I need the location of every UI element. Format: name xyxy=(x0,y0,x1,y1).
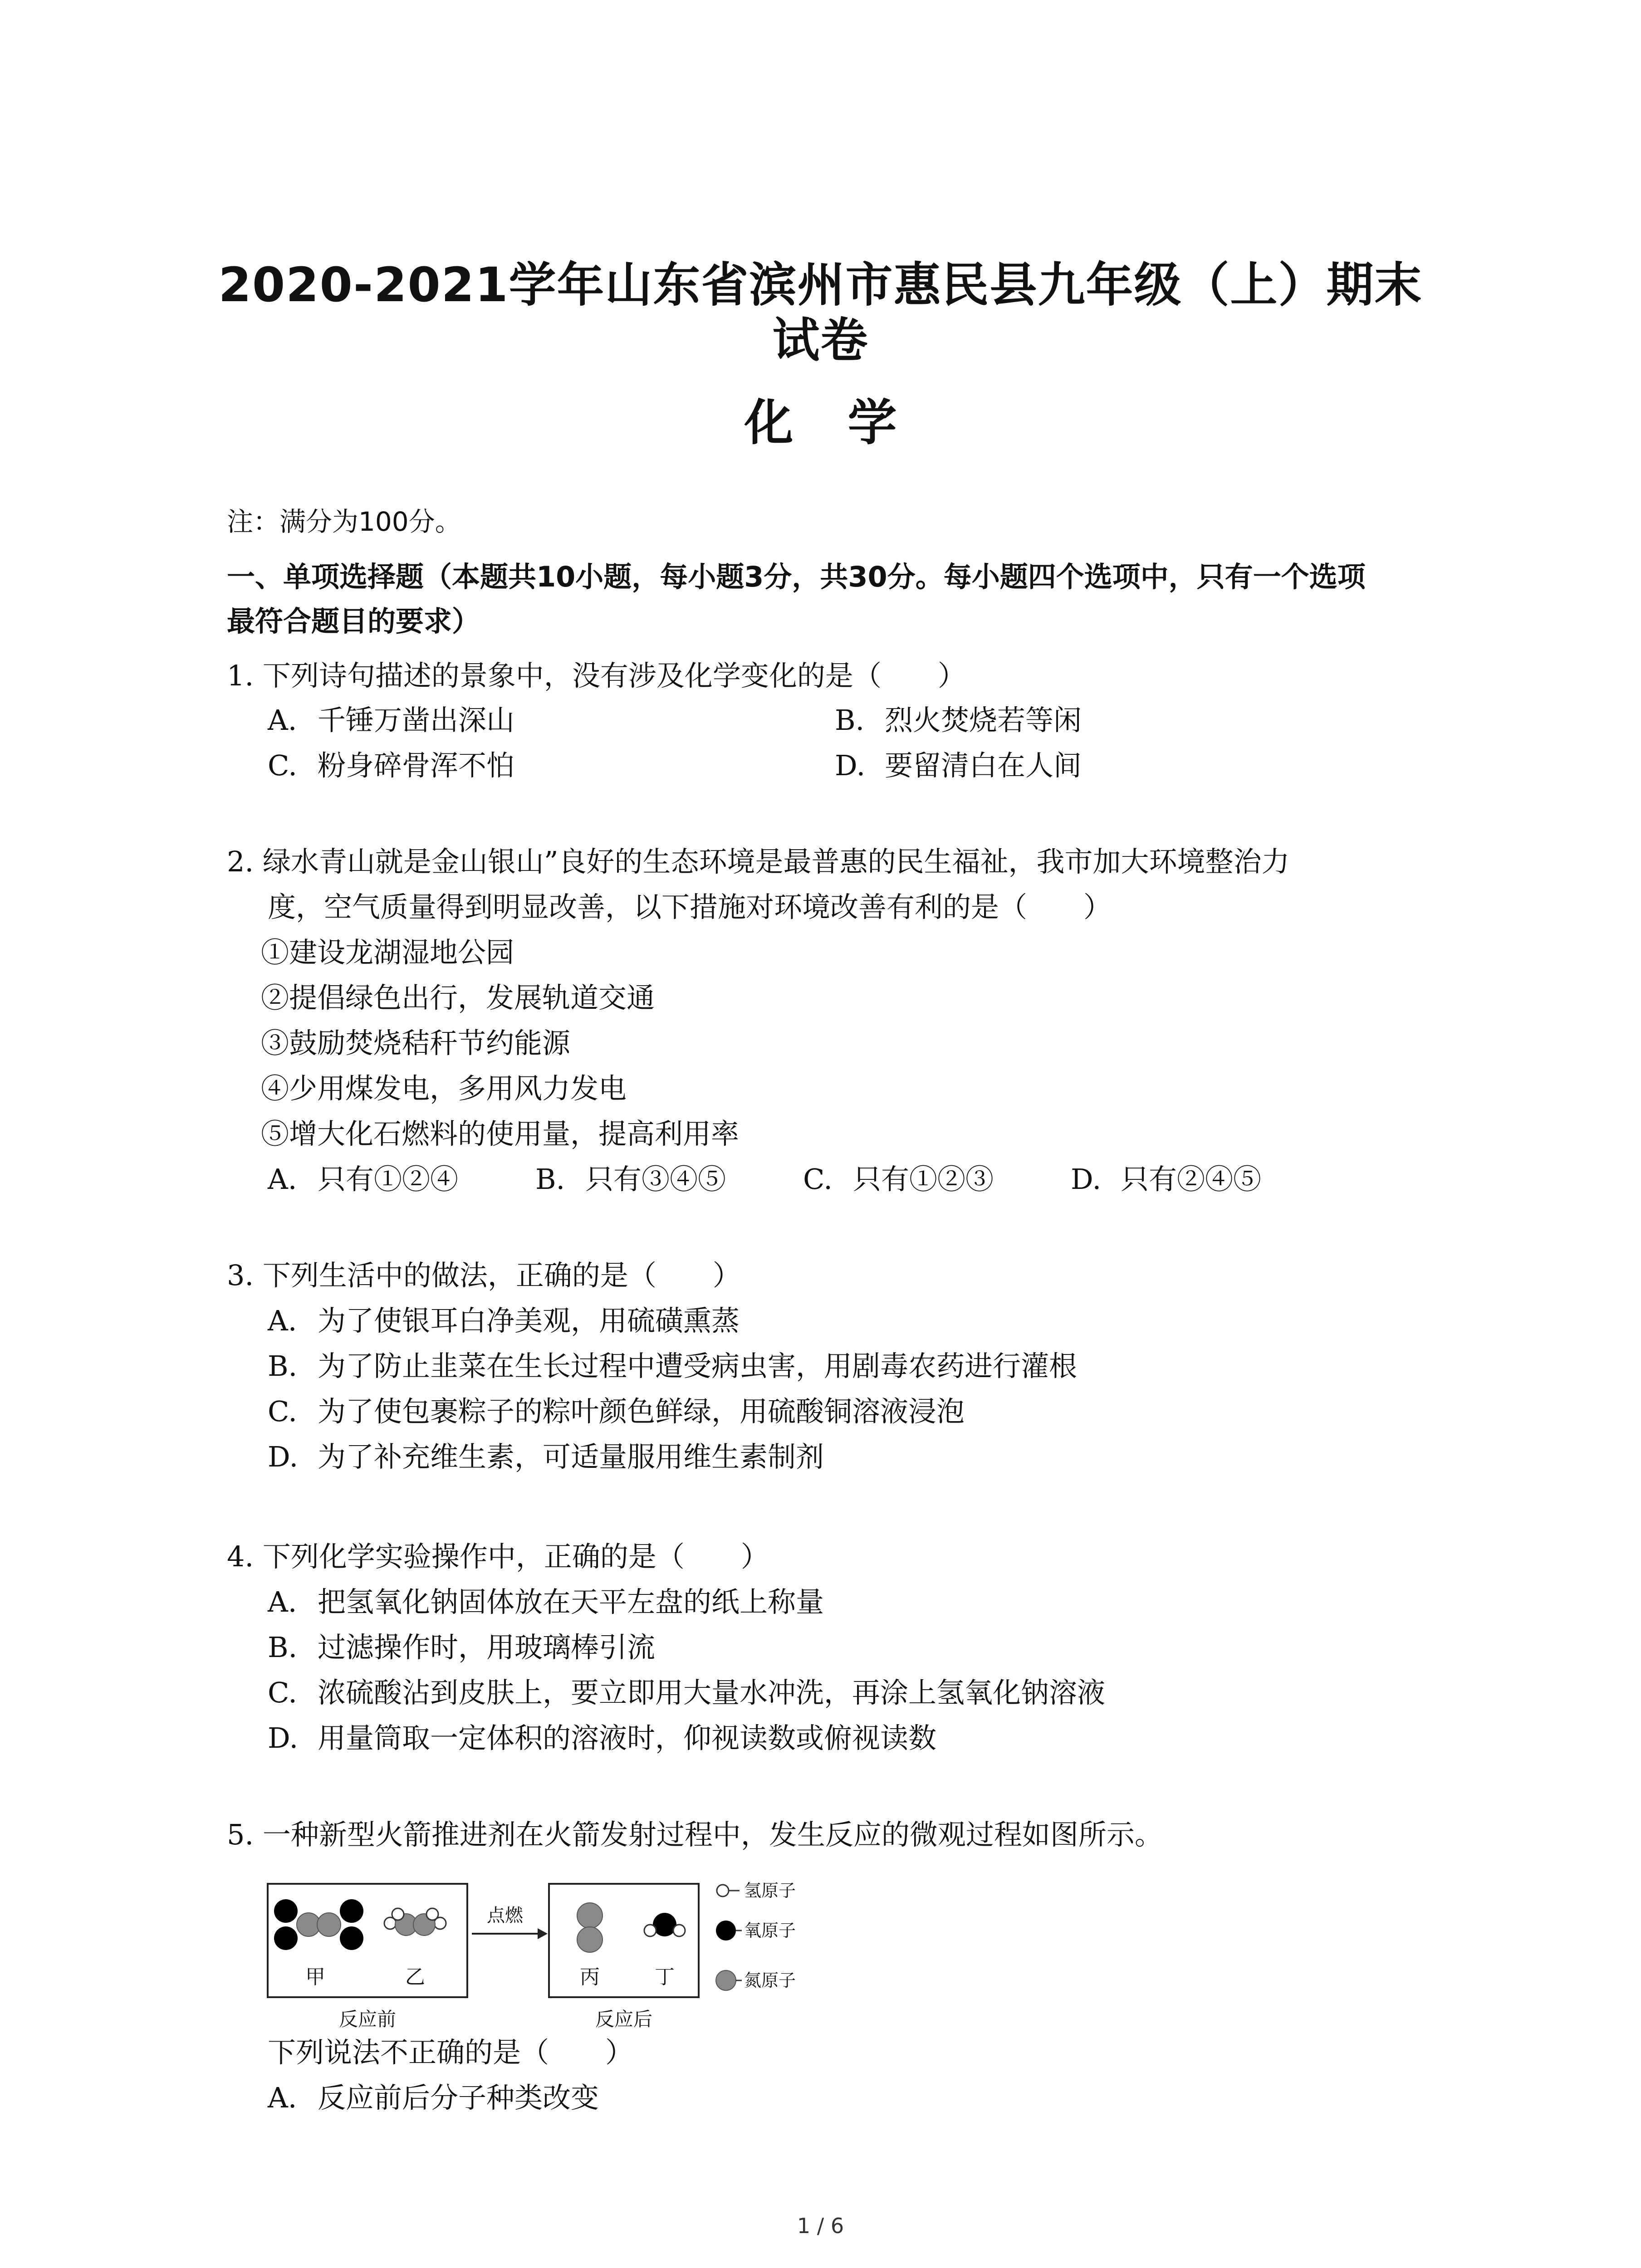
option-text: 为了使包裹粽子的粽叶颜色鲜绿，用硫酸铜溶液浸泡 xyxy=(318,1395,965,1428)
option-text: 只有①②③ xyxy=(853,1163,994,1196)
option-letter: B. xyxy=(535,1163,565,1196)
label-ding: 丁 xyxy=(655,1965,675,1989)
arrow-label: 点燃 xyxy=(487,1905,523,1926)
option-text: 为了使银耳白净美观，用硫磺熏蒸 xyxy=(318,1304,740,1337)
page-number: 1 / 6 xyxy=(797,2214,844,2238)
nitrogen-atom xyxy=(577,1903,603,1928)
question-2-option-c xyxy=(803,1161,994,1198)
oxygen-atom xyxy=(340,1899,363,1923)
legend xyxy=(716,1882,796,1990)
question-1-option-c xyxy=(268,748,514,784)
option-text: 过滤操作时，用玻璃棒引流 xyxy=(318,1631,656,1664)
option-text: 只有①②④ xyxy=(318,1163,459,1196)
option-text: 只有③④⑤ xyxy=(585,1163,726,1196)
option-text: 浓硫酸沾到皮肤上，要立即用大量水冲洗，再涂上氢氧化钠溶液 xyxy=(318,1676,1106,1709)
section-heading-line2: 最符合题目的要求） xyxy=(227,605,480,638)
label-bing: 丙 xyxy=(580,1965,600,1989)
question-2-item-4: ④少用煤发电，多用风力发电 xyxy=(261,1072,627,1105)
option-letter: C. xyxy=(803,1163,833,1196)
question-1-option-a xyxy=(268,702,514,738)
molecule-bing xyxy=(577,1903,603,1952)
molecule-ding xyxy=(644,1913,685,1936)
option-letter: A. xyxy=(268,2081,297,2114)
legend-hydrogen-label: 氢原子 xyxy=(744,1882,796,1901)
legend-nitrogen-label: 氮原子 xyxy=(744,1970,796,1990)
question-5-option-a xyxy=(268,2080,599,2116)
question-2-item-1: ①建设龙湖湿地公园 xyxy=(261,936,514,969)
question-2-item-5: ⑤增大化石燃料的使用量，提高利用率 xyxy=(261,1117,740,1150)
question-4-option-d xyxy=(268,1720,936,1756)
oxygen-atom xyxy=(340,1926,363,1950)
question-1-option-b xyxy=(835,702,1082,738)
oxygen-atom xyxy=(274,1899,298,1923)
question-4-option-b xyxy=(268,1629,655,1666)
question-3-option-b xyxy=(268,1348,1077,1384)
question-5-stem: 5. 一种新型火箭推进剂在火箭发射过程中，发生反应的微观过程如图所示。 xyxy=(227,1818,1163,1851)
exam-title-line2: 试卷 xyxy=(772,313,869,368)
section-heading-line1: 一、单项选择题（本题共10小题，每小题3分，共30分。每小题四个选项中，只有一个选项 xyxy=(227,560,1366,593)
question-3-option-c xyxy=(268,1393,965,1430)
option-letter: B. xyxy=(835,704,865,737)
reaction-diagram-svg xyxy=(265,1882,901,2031)
option-text: 为了防止韭菜在生长过程中遭受病虫害，用剧毒农药进行灌根 xyxy=(318,1349,1078,1383)
option-text: 用量筒取一定体积的溶液时，仰视读数或俯视读数 xyxy=(318,1721,937,1755)
question-2-option-b xyxy=(535,1161,726,1198)
option-text: 粉身碎骨浑不怕 xyxy=(318,749,515,782)
hydrogen-atom xyxy=(644,1925,656,1936)
legend-hydrogen-swatch xyxy=(717,1885,729,1897)
legend-oxygen-label: 氧原子 xyxy=(744,1921,796,1941)
hydrogen-atom xyxy=(673,1925,685,1936)
label-yi: 乙 xyxy=(405,1965,425,1989)
question-4-option-c xyxy=(268,1675,1105,1711)
label-jia: 甲 xyxy=(305,1965,325,1989)
option-text: 要留清白在人间 xyxy=(885,749,1082,782)
option-letter: C. xyxy=(268,749,297,782)
hydrogen-atom xyxy=(392,1908,404,1920)
legend-nitrogen-swatch xyxy=(716,1970,736,1990)
option-text: 千锤万凿出深山 xyxy=(318,704,515,737)
caption-before: 反应前 xyxy=(338,2008,397,2030)
question-5-followup: 下列说法不正确的是（ ） xyxy=(268,2036,634,2069)
option-letter: B. xyxy=(268,1349,298,1383)
option-letter: C. xyxy=(268,1395,297,1428)
reaction-arrow-head xyxy=(538,1928,548,1939)
question-1-stem: 1. 下列诗句描述的景象中，没有涉及化学变化的是（ ） xyxy=(227,659,966,692)
question-2-option-d xyxy=(1071,1161,1261,1198)
oxygen-atom xyxy=(274,1926,298,1950)
option-letter: D. xyxy=(1071,1163,1102,1196)
option-letter: D. xyxy=(268,1721,299,1755)
hydrogen-atom xyxy=(426,1908,438,1920)
option-text: 反应前后分子种类改变 xyxy=(318,2081,599,2114)
question-4-option-a xyxy=(268,1584,824,1620)
oxygen-atom xyxy=(653,1913,676,1936)
reaction-diagram xyxy=(265,1882,901,2031)
before-box xyxy=(268,1884,467,1997)
after-box xyxy=(549,1884,699,1997)
option-text: 为了补充维生素，可适量服用维生素制剂 xyxy=(318,1440,824,1473)
option-letter: A. xyxy=(268,704,297,737)
option-letter: C. xyxy=(268,1676,297,1709)
nitrogen-atom xyxy=(317,1913,341,1936)
option-text: 把氢氧化钠固体放在天平左盘的纸上称量 xyxy=(318,1585,824,1618)
question-2-stem-line2: 度，空气质量得到明显改善，以下措施对环境改善有利的是（ ） xyxy=(268,890,1112,924)
question-4-stem: 4. 下列化学实验操作中，正确的是（ ） xyxy=(227,1540,769,1573)
subject-heading: 化学 xyxy=(744,395,951,451)
molecule-jia xyxy=(274,1899,363,1950)
question-3-stem: 3. 下列生活中的做法，正确的是（ ） xyxy=(227,1259,741,1292)
question-3-option-a xyxy=(268,1303,740,1339)
option-text: 只有②④⑤ xyxy=(1121,1163,1262,1196)
nitrogen-atom xyxy=(577,1927,603,1952)
question-2-option-a xyxy=(268,1161,458,1198)
question-2-stem-line1: 2. 绿水青山就是金山银山”良好的生态环境是最普惠的民生福祉，我市加大环境整治力 xyxy=(227,845,1290,878)
legend-oxygen-swatch xyxy=(716,1921,736,1941)
option-letter: A. xyxy=(268,1304,297,1337)
score-note: 注：满分为100分。 xyxy=(227,506,461,537)
option-letter: A. xyxy=(268,1585,297,1618)
question-1-option-d xyxy=(835,748,1082,784)
option-letter: D. xyxy=(835,749,866,782)
option-letter: D. xyxy=(268,1440,299,1473)
caption-after: 反应后 xyxy=(595,2008,653,2030)
option-letter: B. xyxy=(268,1631,298,1664)
question-2-item-3: ③鼓励焚烧秸秆节约能源 xyxy=(261,1026,571,1060)
option-text: 烈火焚烧若等闲 xyxy=(885,704,1082,737)
question-2-item-2: ②提倡绿色出行，发展轨道交通 xyxy=(261,981,655,1014)
option-letter: A. xyxy=(268,1163,297,1196)
question-3-option-d xyxy=(268,1439,824,1475)
molecule-yi xyxy=(384,1908,446,1936)
exam-title-line1: 2020-2021学年山东省滨州市惠民县九年级（上）期末 xyxy=(218,257,1423,313)
